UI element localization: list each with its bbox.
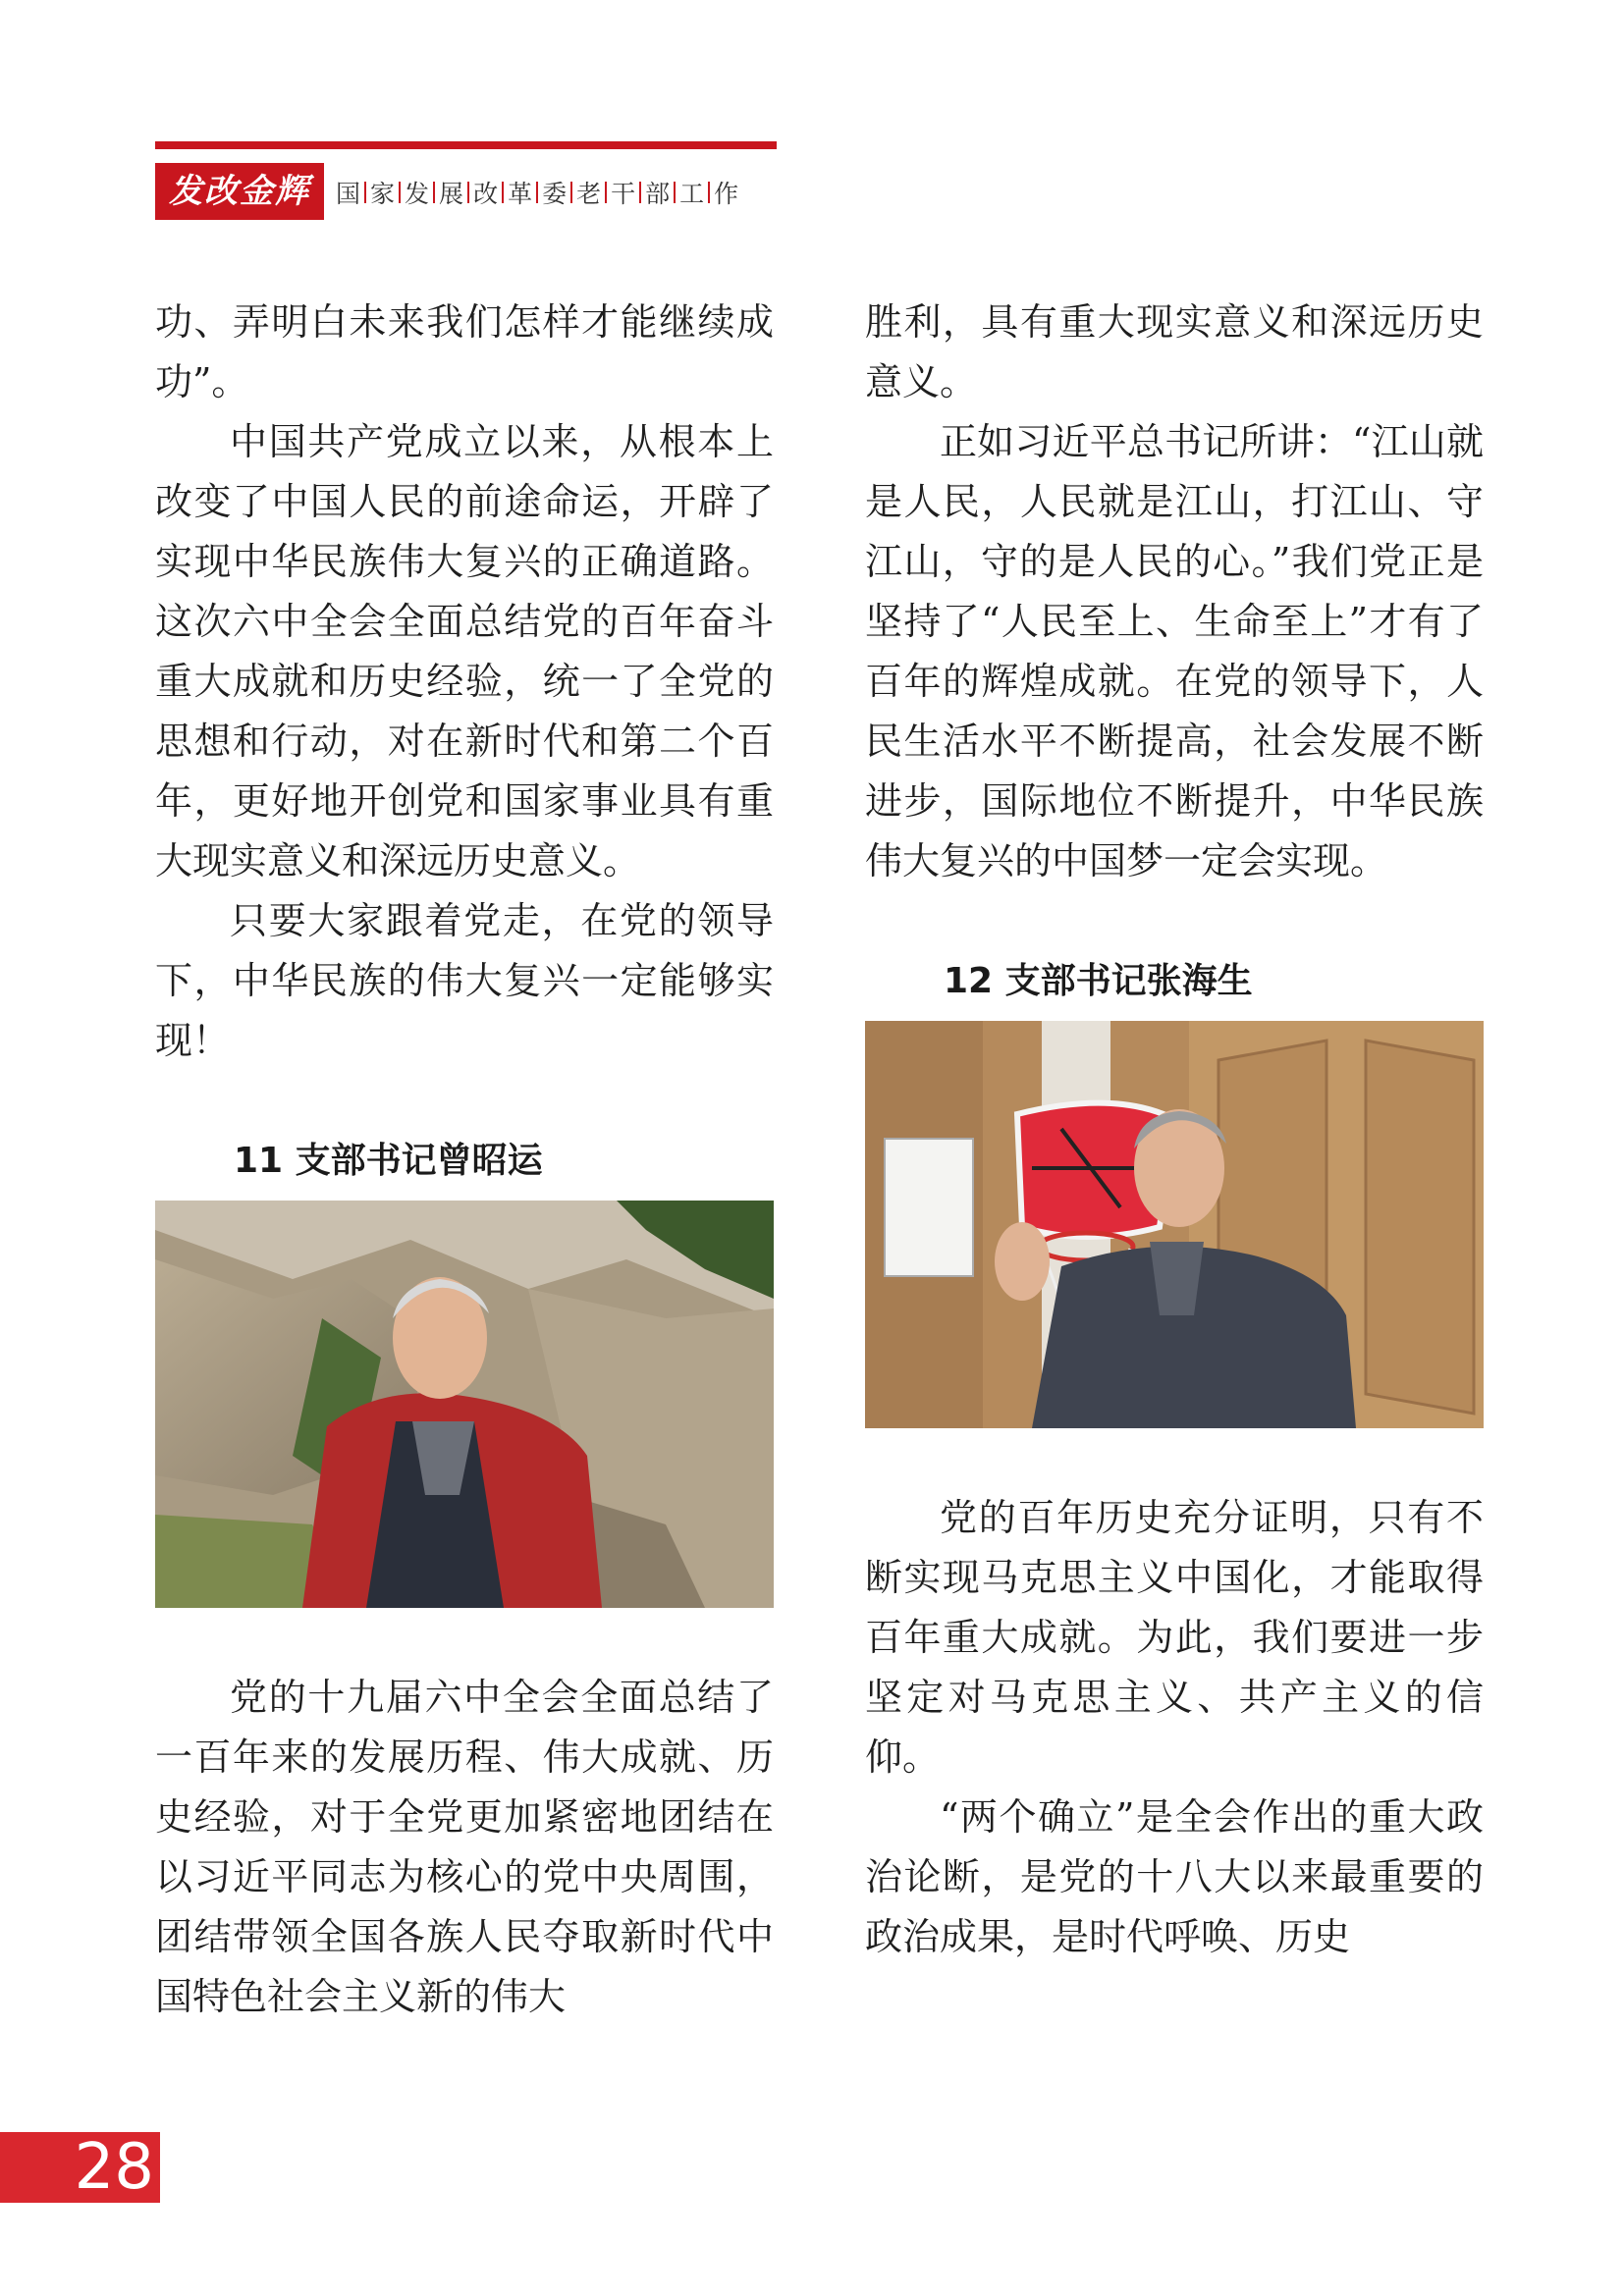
header-separator — [674, 182, 676, 203]
header-subtitle-char: 老 — [576, 180, 602, 208]
photo-zhang-haisheng — [865, 1021, 1484, 1428]
left-paragraph-2: 中国共产党成立以来，从根本上改变了中国人民的前途命运，开辟了实现中华民族伟大复兴的正确道路。这次六中全会全面总结党的百年奋斗重大成就和历史经验，统一了全党的思想和行动，对在新时代和第二个百年，更好地开创党和国家事业具有重大现实意义和深远历史意义。 — [155, 420, 774, 882]
header-separator — [605, 182, 607, 203]
section-heading-12: 12 支部书记张海生 — [944, 961, 1253, 1001]
left-column — [155, 293, 774, 2027]
left-paragraph-4: 党的十九届六中全会全面总结了一百年来的发展历程、伟大成就、历史经验，对于全党更加紧密地团结在以习近平同志为核心的党中央周围，团结带领全国各族人民夺取新时代中国特色社会主义新的伟大 — [155, 1676, 774, 2018]
right-paragraph-2: 正如习近平总书记所讲：“江山就是人民，人民就是江山，打江山、守江山，守的是人民的心。”我们党正是坚持了“人民至上、生命至上”才有了百年的辉煌成就。在党的领导下，人民生活水平不断提高，社会发展不断进步，国际地位不断提升，中华民族伟大复兴的中国梦一定会实现。 — [865, 420, 1484, 882]
header-subtitle-char: 作 — [714, 180, 739, 208]
header-subtitle-char: 干 — [611, 180, 636, 208]
header-badge: 发改金辉 — [155, 163, 324, 220]
header-subtitle-char: 展 — [439, 180, 464, 208]
right-paragraph-3: 党的百年历史充分证明，只有不断实现马克思主义中国化，才能取得百年重大成就。为此，我们要进一步坚定对马克思主义、共产主义的信仰。 — [865, 1496, 1484, 1779]
header-separator — [536, 182, 538, 203]
header-subtitle-char: 委 — [542, 180, 568, 208]
header-subtitle-char: 部 — [645, 180, 671, 208]
header-separator — [399, 182, 401, 203]
header-subtitle-char: 家 — [370, 180, 396, 208]
header-separator — [708, 182, 710, 203]
section-heading-11: 11 支部书记曾昭运 — [234, 1141, 543, 1181]
header-separator — [570, 182, 572, 203]
header-separator — [502, 182, 504, 203]
header-subtitle-char: 工 — [679, 180, 705, 208]
left-paragraph-1: 功、弄明白未来我们怎样才能继续成功”。 — [155, 300, 774, 403]
header-subtitle-char: 发 — [405, 180, 430, 208]
page-number — [0, 2132, 160, 2203]
header-subtitle-char: 国 — [336, 180, 361, 208]
header-separator — [467, 182, 469, 203]
right-paragraph-4: “两个确立”是全会作出的重大政治论断，是党的十八大以来最重要的政治成果，是时代呼唤、历史 — [865, 1795, 1484, 1958]
header-subtitle-char: 革 — [508, 180, 533, 208]
header-separator — [364, 182, 366, 203]
page-number-text: 28 — [74, 2131, 154, 2204]
header-separator — [639, 182, 641, 203]
right-column — [865, 293, 1484, 1967]
header-rule — [155, 141, 777, 149]
header-separator — [433, 182, 435, 203]
right-paragraph-1: 胜利，具有重大现实意义和深远历史意义。 — [865, 300, 1484, 403]
header-subtitle-char: 改 — [473, 180, 499, 208]
photo-zeng-zhaoyun — [155, 1201, 774, 1608]
left-paragraph-3: 只要大家跟着党走，在党的领导下，中华民族的伟大复兴一定能够实现！ — [155, 899, 774, 1062]
header-subtitle — [334, 173, 740, 212]
